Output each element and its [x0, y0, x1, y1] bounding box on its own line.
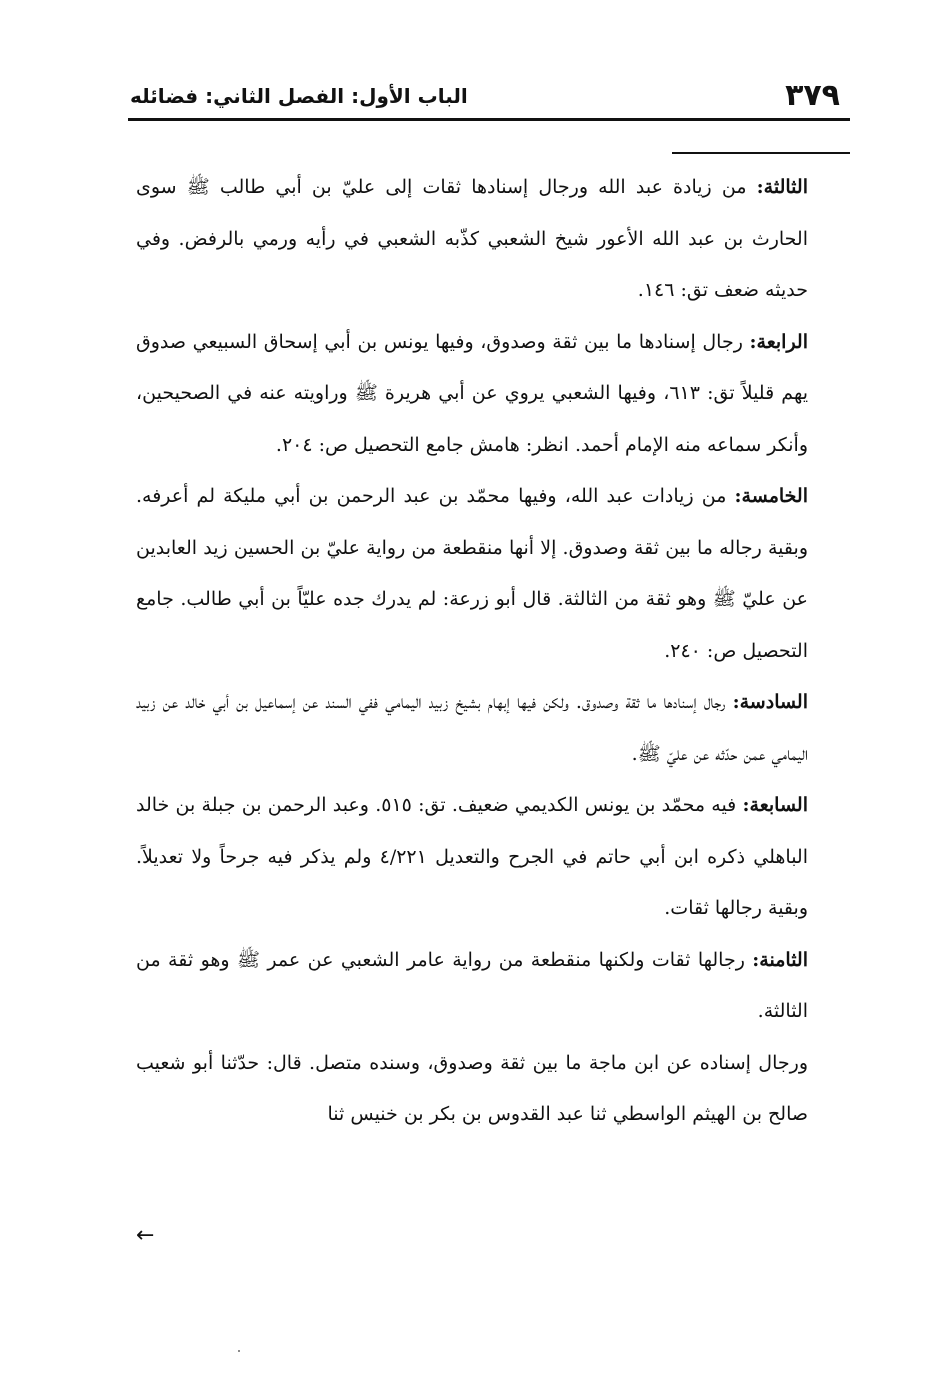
footnote-entry-fourth	[136, 317, 808, 472]
header-rule	[128, 118, 850, 121]
footnote-separator	[672, 152, 850, 154]
entry-label: الثامنة:	[752, 948, 808, 971]
entry-label: الخامسة:	[734, 485, 808, 507]
entry-text: من زيادة عبد الله ورجال إسنادها ثقات إلى عليّ بن أبي طالب ﷺ سوى الحارث بن عبد الله الأعور شيخ الشعبي كذّبه الشعبي في رأيه ورمي بالرفض. وفي حديثه ضعف تق: ١٤٦.	[136, 176, 808, 301]
page-header	[130, 74, 840, 118]
entry-text: من زيادات عبد الله، وفيها محمّد بن عبد الرحمن بن أبي مليكة لم أعرفه. وبقية رجاله ما بين ثقة وصدوق. إلا أنها منقطعة من رواية عليّ بن الحسين زيد العابدين عن عليّ ﷺ وهو ثقة من الثالثة. قال أبو زرعة: لم يدرك جده عليّاً بن أبي طالب. جامع التحصيل ص: ٢٤٠.	[136, 485, 808, 662]
entry-text: ورجال إسناده عن ابن ماجة ما بين ثقة وصدوق، وسنده متصل. قال: حدّثنا أبو شعيب صالح بن الهيثم الواسطي ثنا عبد القدوس بن بكر بن خنيس ثنا	[136, 1051, 808, 1125]
footnote-entry-eighth	[136, 935, 808, 1038]
footnote-entry-sixth	[136, 677, 808, 780]
entry-label: الرابعة:	[749, 330, 808, 353]
footnote-entry-third	[136, 162, 808, 317]
entry-text: رجال إسنادها ما بين ثقة وصدوق، وفيها يونس بن أبي إسحاق السبيعي صدوق يهم قليلاً تق: ٦١٣، وفيها الشعبي يروي عن أبي هريرة ﷺ وراويته عنه في الصحيحين، وأنكر سماعه منه الإمام أحمد. انظر: هامش جامع التحصيل ص: ٢٠٤.	[136, 330, 808, 456]
scan-speck	[238, 1350, 240, 1352]
entry-text: رجالها ثقات ولكنها منقطعة من رواية عامر الشعبي عن عمر ﷺ وهو ثقة من الثالثة.	[136, 948, 808, 1022]
entry-text: فيه محمّد بن يونس الكديمي ضعيف. تق: ٥١٥. وعبد الرحمن بن جبلة بن خالد الباهلي ذكره ابن أبي حاتم في الجرح والتعديل ٤/٢٢١ ولم يذكر فيه جرحاً ولا تعديلاً. وبقية رجالها ثقات.	[136, 794, 808, 919]
page-number: ٣٧٩	[785, 78, 840, 113]
entry-text: رجال إسنادها ما ثقة وصدوق. ولكن فيها إبهام بشيخ زبيد اليمامي ففي السند عن إسماعيل بن أبي خالد عن زبيد اليمامي عمن حدّثه عن عليّ ﷺ.	[136, 691, 808, 765]
continuation-arrow-icon: ←	[136, 1223, 155, 1248]
entry-label: السادسة:	[732, 691, 808, 713]
footnote-entry-ibn-majah	[136, 1038, 808, 1141]
footnote-entry-seventh	[136, 780, 808, 935]
entry-label: السابعة:	[742, 794, 808, 816]
footnote-body	[136, 162, 808, 1141]
running-title: الباب الأول: الفصل الثاني: فضائله	[130, 84, 468, 108]
entry-label: الثالثة:	[756, 176, 808, 198]
footnote-entry-fifth	[136, 471, 808, 677]
